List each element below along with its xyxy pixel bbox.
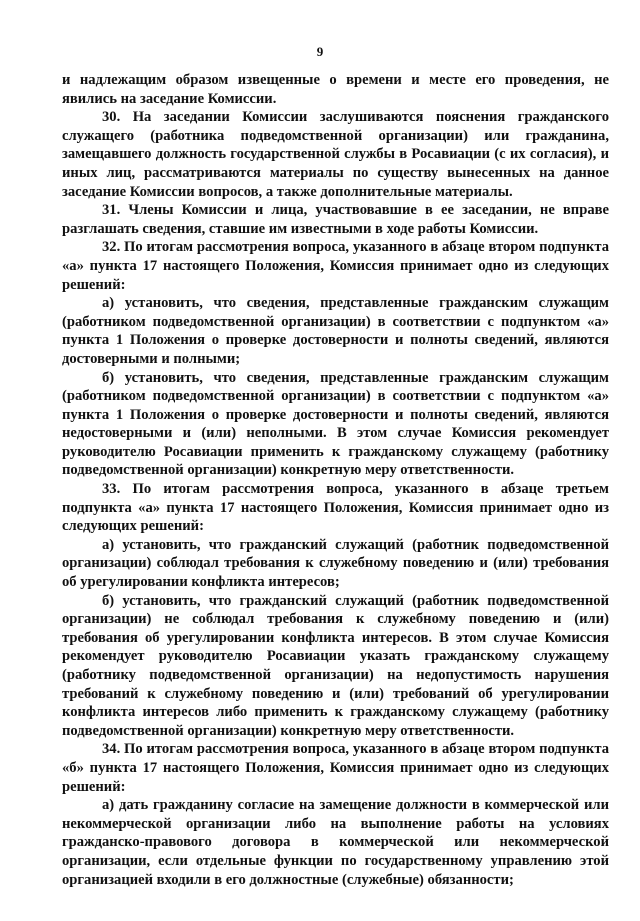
paragraph-item-32: 32. По итогам рассмотрения вопроса, указанного в абзаце втором подпункта «а» пункта 17 настоящего Положения, Комиссия принимает одно из следующих решений: [62,239,609,293]
paragraph-item-33-b: б) установить, что гражданский служащий (работник подведомственной организации) не соблюдал требования к служебному поведению и (или) требования об урегулировании конфликта интересов. В этом случае Комиссия рекомендует руководителю Росавиации указать гражданскому служащему (работнику подведомственной организации) на недопустимость нарушения требований к служебному поведению и (или) требований об урегулировании конфликта интересов либо применить к гражданскому служащему (работнику подведомственной организации) конкретную меру ответственности. [62,592,609,739]
paragraph-item-34-a: а) дать гражданину согласие на замещение должности в коммерческой или некоммерческой организации либо на выполнение работы на условиях гражданско-правового договора в коммерческой или некоммерческой организации, если отдельные функции по государственному управлению этой организацией входили в его должностные (служебные) обязанности; [62,797,609,888]
paragraph-item-30: 30. На заседании Комиссии заслушиваются пояснения гражданского служащего (работника подведомственной организации) или гражданина, замещавшего должность государственной службы в Росавиации (с их согласия), и иных лиц, рассматриваются материалы по существу вынесенных на данное заседание Комиссии вопросов, а также дополнительные материалы. [62,109,609,200]
paragraph-item-32-a: а) установить, что сведения, представленные гражданским служащим (работником подведомственной организации) в соответствии с подпунктом «а» пункта 1 Положения о проверке достоверности и полноты сведений, являются достоверными и полными; [62,295,609,367]
paragraph-item-31: 31. Члены Комиссии и лица, участвовавшие в ее заседании, не вправе разглашать сведения, ставшие им известными в ходе работы Комиссии. [62,202,609,237]
paragraph-item-34: 34. По итогам рассмотрения вопроса, указанного в абзаце втором подпункта «б» пункта 17 настоящего Положения, Комиссия принимает одно из следующих решений: [62,741,609,795]
page-number: 9 [316,44,324,59]
paragraph-item-33: 33. По итогам рассмотрения вопроса, указанного в абзаце третьем подпункта «а» пункта 17 настоящего Положения, Комиссия принимает одно из следующих решений: [62,481,609,535]
paragraph-item-32-b: б) установить, что сведения, представленные гражданским служащим (работником подведомственной организации) в соответствии с подпунктом «а» пункта 1 Положения о проверке достоверности и полноты сведений, являются недостоверными и (или) неполными. В этом случае Комиссия рекомендует руководителю Росавиации применить к гражданскому служащему (работнику подведомственной организации) конкретную меру ответственности. [62,369,609,479]
paragraph-item-33-a: а) установить, что гражданский служащий (работник подведомственной организации) соблюдал требования к служебному поведению и (или) требования об урегулировании конфликта интересов; [62,536,609,591]
paragraph-continuation: и надлежащим образом извещенные о времени и месте его проведения, не явились на заседание Комиссии. [62,72,609,107]
document-body [62,71,609,889]
